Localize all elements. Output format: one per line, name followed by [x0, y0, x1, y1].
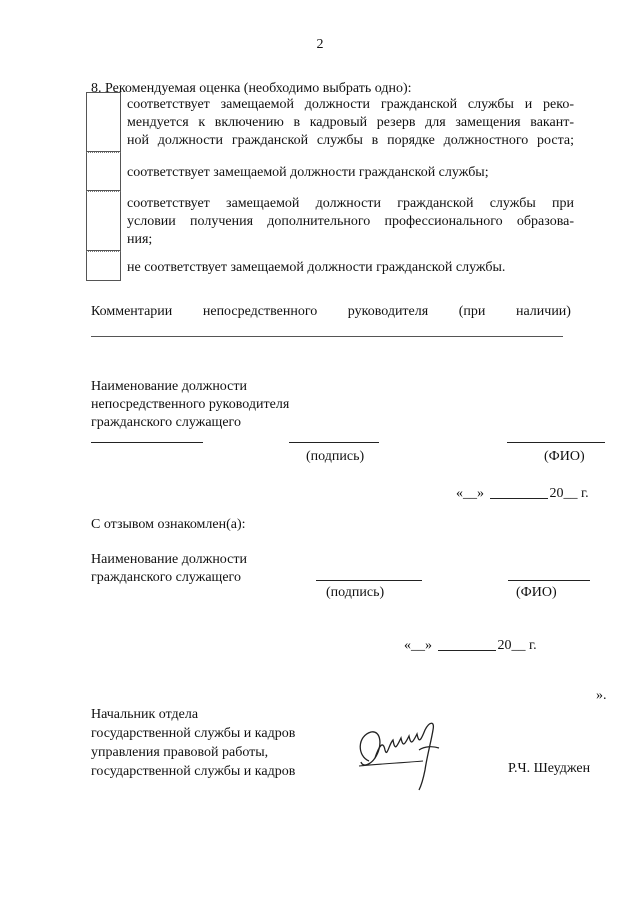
- supervisor-signature-line[interactable]: [289, 442, 379, 443]
- supervisor-signature-caption: (подпись): [306, 449, 365, 464]
- employee-signature-line[interactable]: [316, 580, 422, 581]
- option-row: [86, 191, 574, 251]
- signatory-title: Начальник отдела государственной службы и кадров управления правовой работы, государственной службы и кадров: [91, 707, 296, 779]
- option-text: соответствует замещаемой должности гражданской службы и реко- мендуется к включению в кадровый резерв для замещения вакант- ной должности гражданской службы в порядке должностного роста;: [127, 97, 574, 148]
- signatory-name: Р.Ч. Шеуджен: [508, 761, 591, 776]
- option-checkbox[interactable]: [86, 152, 121, 191]
- supervisor-position-line[interactable]: [91, 442, 203, 443]
- supervisor-date: «__» 20__ г.: [456, 486, 589, 501]
- employee-position-label: Наименование должности гражданского служащего: [91, 552, 247, 585]
- supervisor-name-caption: (ФИО): [544, 449, 585, 464]
- comments-label: Комментарии непосредственного руководителя (при наличии): [91, 304, 571, 319]
- page-number: 2: [316, 37, 324, 52]
- option-row: [86, 251, 574, 281]
- employee-date-month-blank[interactable]: [438, 636, 496, 651]
- supervisor-position-label: Наименование должности непосредственного руководителя гражданского служащего: [91, 379, 290, 430]
- option-checkbox[interactable]: [86, 251, 121, 281]
- section-8-title: 8. Рекомендуемая оценка (необходимо выбрать одно):: [91, 81, 412, 96]
- comments-rule[interactable]: [91, 336, 563, 337]
- option-text: не соответствует замещаемой должности гражданской службы.: [127, 260, 506, 275]
- acknowledged-title: С отзывом ознакомлен(а):: [91, 517, 246, 532]
- closing-quote: ».: [596, 688, 607, 703]
- employee-signature-caption: (подпись): [326, 585, 385, 600]
- option-checkbox[interactable]: [86, 191, 121, 251]
- option-text: соответствует замещаемой должности гражданской службы;: [127, 165, 489, 180]
- employee-name-line[interactable]: [508, 580, 590, 581]
- employee-name-caption: (ФИО): [516, 585, 557, 600]
- option-row: [86, 152, 574, 191]
- option-text: соответствует замещаемой должности гражданской службы при условии получения дополнительного профессионального образова- ния;: [127, 196, 574, 247]
- supervisor-date-month-blank[interactable]: [490, 484, 548, 499]
- option-row: [86, 92, 574, 152]
- assessment-options: [86, 92, 574, 281]
- supervisor-name-line[interactable]: [507, 442, 605, 443]
- employee-date: «__» 20__ г.: [404, 638, 537, 653]
- handwritten-signature: [349, 706, 444, 796]
- option-checkbox[interactable]: [86, 92, 121, 152]
